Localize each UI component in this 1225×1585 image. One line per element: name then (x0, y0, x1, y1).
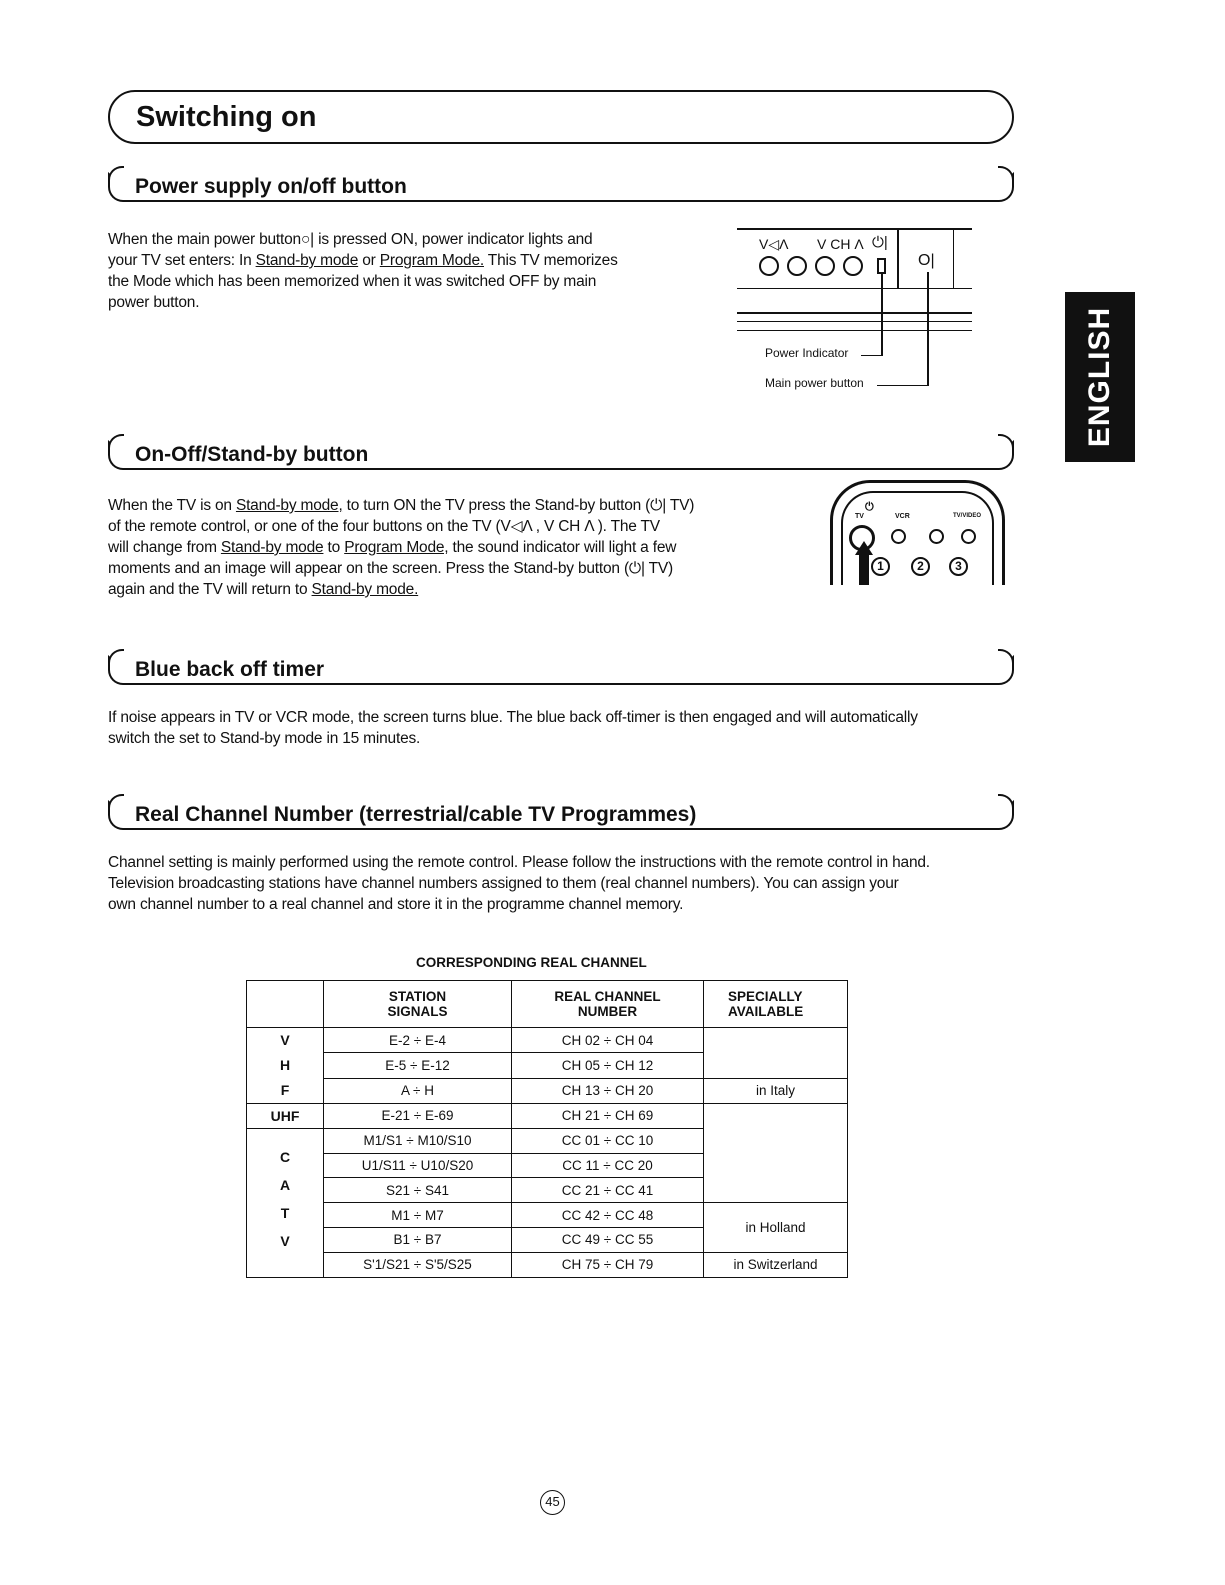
arrow-icon (855, 541, 873, 555)
power-indicator-label: Power Indicator (765, 346, 849, 360)
standby-symbol: ⏻| (872, 234, 888, 251)
blue-back-text: If noise appears in TV or VCR mode, the screen turns blue. The blue back off-timer is then engaged and will automatically switch the set to Stand-by mode in 15 minutes. (108, 709, 918, 747)
main-power-symbol: O| (918, 252, 935, 269)
channel-table (246, 980, 848, 1278)
standby-symbol: ⏻ (865, 501, 874, 513)
real-channel-text: Channel setting is mainly performed using the remote control. Please follow the instructions with the remote control in hand. Television broadcasting stations have channel numbers assigned to them (real channel numbers). You can assign your own channel number to a real channel and store it in the programme channel memory. (108, 854, 930, 913)
vcr-label: VCR (895, 513, 910, 520)
table-row: UHF E-21 ÷ E-69 CH 21 ÷ CH 69 (247, 1104, 848, 1129)
standby-text: When the TV is on Stand-by mode, to turn ON the TV press the Stand-by button (⏻| TV) of the remote control, or one of the four buttons on the TV (V◁Λ , V CH Λ ). The TV will change from Stand-by mode to Program Mode, the sound indicator will light a few moments and an image will appear on the screen. Press the Stand-by button (⏻| TV) again and the TV will return to Stand-by mode. (108, 497, 695, 598)
table-header-row: STATION SIGNALS REAL CHANNEL NUMBER SPECIALLY AVAILABLE (247, 981, 848, 1028)
table-row: C A T V M1/S1 ÷ M10/S10 CC 01 ÷ CC 10 (247, 1128, 848, 1153)
power-supply-text: When the main power button○| is pressed ON, power indicator lights and your TV set enters: In Stand-by mode or Program Mode. This TV memorizes the Mode which has been memorized when it was switched OFF by main power button. (108, 231, 618, 311)
language-tab: ENGLISH (1065, 292, 1135, 462)
table-row: E-5 ÷ E-12 CH 05 ÷ CH 12 (247, 1053, 848, 1078)
heading-blue-back: Blue back off timer (108, 655, 1014, 685)
table-row: M1 ÷ M7 CC 42 ÷ CC 48 in Holland (247, 1203, 848, 1228)
heading-power-supply: Power supply on/off button (108, 172, 1014, 202)
heading-standby: On-Off/Stand-by button (108, 440, 1014, 470)
table-row: V H F E-2 ÷ E-4 CH 02 ÷ CH 04 (247, 1028, 848, 1053)
table-row: S'1/S21 ÷ S'5/S25 CH 75 ÷ CH 79 in Switzerland (247, 1252, 848, 1277)
remote-control-diagram: ⏻ TV VCR TV/VIDEO 1 2 3 (830, 480, 1005, 585)
tv-buttons (759, 256, 871, 281)
tvvideo-label: TV/VIDEO (953, 513, 982, 519)
heading-real-channel: Real Channel Number (terrestrial/cable TV Programmes) (108, 800, 1014, 830)
table-caption: CORRESPONDING REAL CHANNEL (416, 955, 647, 970)
channel-label: V CH Λ (817, 236, 864, 252)
tv-front-panel-diagram (737, 228, 972, 398)
table-row: U1/S11 ÷ U10/S20 CC 11 ÷ CC 20 (247, 1153, 848, 1178)
volume-label: V◁Λ (759, 236, 789, 252)
tv-label: TV (855, 513, 864, 520)
table-row: B1 ÷ B7 CC 49 ÷ CC 55 (247, 1227, 848, 1252)
page-number: 45 (540, 1490, 565, 1515)
page-title: Switching on (108, 90, 1014, 144)
power-indicator-led (877, 258, 886, 274)
table-row: A ÷ H CH 13 ÷ CH 20 in Italy (247, 1078, 848, 1103)
main-power-button-label: Main power button (765, 376, 864, 390)
table-row: S21 ÷ S41 CC 21 ÷ CC 41 (247, 1178, 848, 1203)
